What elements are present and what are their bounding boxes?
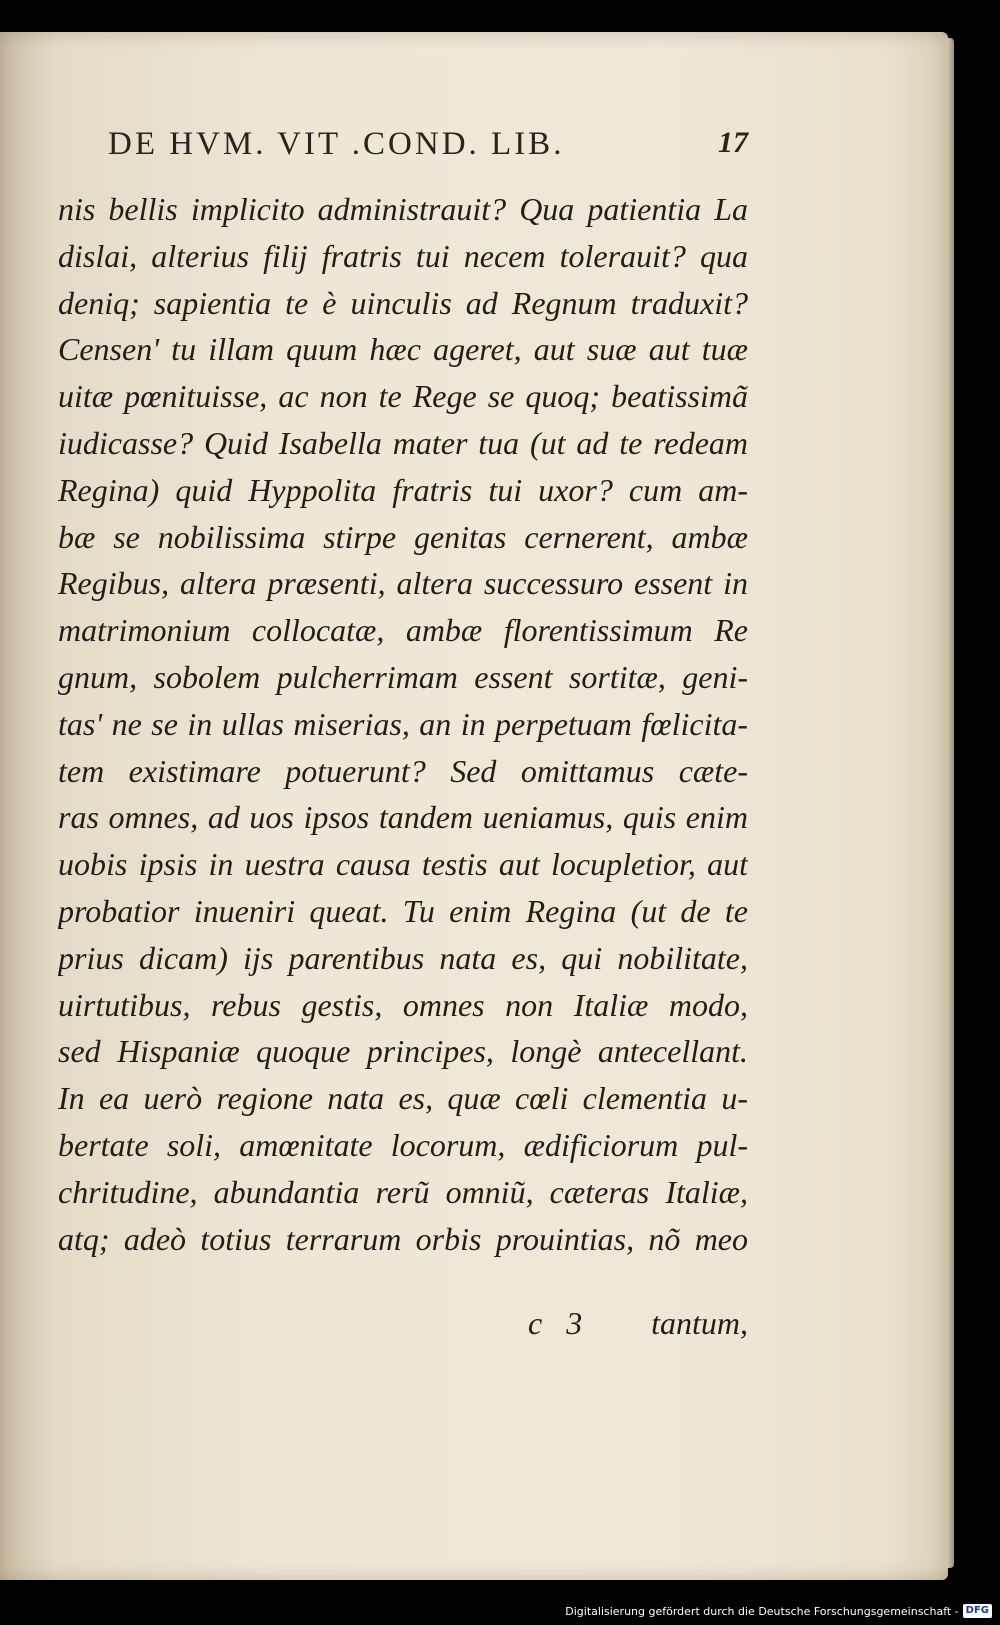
running-head: DE HVM. VIT .COND. LIB. xyxy=(108,126,565,162)
signature-mark: c 3 xyxy=(528,1305,591,1341)
digitization-footer xyxy=(565,1601,992,1621)
text-line: Regibus, altera præsenti, altera successuro essent in xyxy=(58,565,748,602)
text-line: Censen' tu illam quum hæc ageret, aut suæ aut tuæ xyxy=(58,331,748,368)
dfg-logo: DFG xyxy=(963,1604,992,1618)
text-line: probatior inueniri queat. Tu enim Regina (ut de te xyxy=(58,892,748,929)
text-line: sed Hispaniæ quoque principes, longè antecellant. xyxy=(58,1033,748,1070)
page-edge xyxy=(946,38,954,1568)
text-line: ras omnes, ad uos ipsos tandem ueniamus, quis enim xyxy=(58,799,748,836)
text-line: prius dicam) ijs parentibus nata es, qui nobilitate, xyxy=(58,939,748,976)
text-line: dislai, alterius filij fratris tui necem tolerauit? qua xyxy=(58,237,748,274)
text-line: uirtutibus, rebus gestis, omnes non Italiæ modo, xyxy=(58,986,748,1023)
text-line: nis bellis implicito administrauit? Qua patientia La xyxy=(58,191,748,227)
text-line: deniq; sapientia te è uinculis ad Regnum traduxit? xyxy=(58,284,748,321)
text-line: uitæ pœnituisse, ac non te Rege se quoq; beatissimã xyxy=(58,378,748,415)
catchword: tantum, xyxy=(651,1305,748,1341)
text-line: tem existimare potuerunt? Sed omittamus cæte- xyxy=(58,752,748,789)
text-line: chritudine, abundantia rerũ omniũ, cæteras Italiæ, xyxy=(58,1173,748,1210)
body-text xyxy=(58,186,748,1262)
footer-credit: Digitalisierung gefördert durch die Deutsche Forschungsgemeinschaft - xyxy=(565,1604,959,1618)
text-line: iudicasse? Quid Isabella mater tua (ut ad te redeam xyxy=(58,424,748,461)
text-line: atq; adeò totius terrarum orbis prouintias, nõ meo xyxy=(58,1220,748,1257)
text-line: bertate soli, amœnitate locorum, ædificiorum pul- xyxy=(58,1126,748,1163)
text-line: In ea uerò regione nata es, quæ cœli clementia u- xyxy=(58,1080,748,1117)
catch-line xyxy=(58,1305,748,1351)
text-line: uobis ipsis in uestra causa testis aut locupletior, aut xyxy=(58,846,748,883)
text-line: bæ se nobilissima stirpe genitas cernerent, ambæ xyxy=(58,518,748,555)
page-header xyxy=(108,126,748,172)
text-line: matrimonium collocatæ, ambæ florentissimum Re xyxy=(58,612,748,649)
text-line: gnum, sobolem pulcherrimam essent sortitæ, geni- xyxy=(58,658,748,695)
text-line: tas' ne se in ullas miserias, an in perpetuam fœlicita- xyxy=(58,705,748,742)
page-number: 17 xyxy=(718,126,748,159)
text-line: Regina) quid Hyppolita fratris tui uxor? cum am- xyxy=(58,471,748,508)
